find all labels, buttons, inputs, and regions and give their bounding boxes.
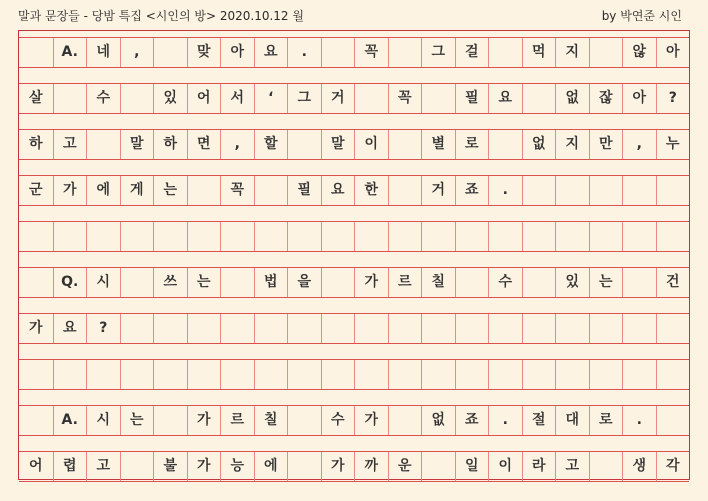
- manuscript-row: [19, 83, 689, 114]
- manuscript-cell: [455, 222, 489, 251]
- manuscript-cell: [321, 314, 355, 343]
- manuscript-cell: 있: [153, 84, 187, 113]
- manuscript-row: [19, 37, 689, 68]
- header-title: 말과 문장들 - 당밤 특집 <시인의 방> 2020.10.12 월: [18, 9, 304, 23]
- manuscript-cell: [455, 314, 489, 343]
- manuscript-row: [19, 313, 689, 344]
- manuscript-cell: [153, 406, 187, 435]
- manuscript-cell: [153, 360, 187, 389]
- manuscript-cell: [187, 360, 221, 389]
- manuscript-cell: 말: [321, 130, 355, 159]
- manuscript-cell: 할: [254, 130, 288, 159]
- manuscript-cell: [321, 268, 355, 297]
- manuscript-row: [19, 451, 689, 482]
- manuscript-cell: 만: [589, 130, 623, 159]
- manuscript-cell: .: [622, 406, 656, 435]
- manuscript-cell: [19, 38, 53, 67]
- manuscript-cell: ?: [86, 314, 120, 343]
- manuscript-cell: 필: [455, 84, 489, 113]
- manuscript-cell: [153, 38, 187, 67]
- manuscript-cell: [354, 360, 388, 389]
- manuscript-cell: .: [287, 38, 321, 67]
- manuscript-cell: 꼭: [354, 38, 388, 67]
- manuscript-cell: 있: [555, 268, 589, 297]
- manuscript-cell: [321, 222, 355, 251]
- manuscript-cell: ,: [220, 130, 254, 159]
- manuscript-cell: [522, 176, 556, 205]
- manuscript-cell: [421, 314, 455, 343]
- manuscript-cell: 가: [53, 176, 87, 205]
- manuscript-cell: [656, 360, 690, 389]
- manuscript-cell: 을: [287, 268, 321, 297]
- manuscript-cell: [522, 222, 556, 251]
- manuscript-cell: 어: [28, 458, 43, 474]
- manuscript-cell: 이: [488, 452, 522, 481]
- manuscript-cell: [622, 360, 656, 389]
- manuscript-cell: 가: [187, 406, 221, 435]
- manuscript-row: [19, 221, 689, 252]
- manuscript-cell: [19, 406, 53, 435]
- manuscript-cell: 르: [220, 406, 254, 435]
- manuscript-cell: [19, 268, 53, 297]
- manuscript-cell: [388, 222, 422, 251]
- manuscript-cell: [388, 314, 422, 343]
- manuscript-cell: 이: [354, 130, 388, 159]
- manuscript-cell: 칠: [254, 406, 288, 435]
- manuscript-cell: [254, 222, 288, 251]
- manuscript-cell: [622, 222, 656, 251]
- manuscript-cell: [53, 222, 87, 251]
- manuscript-cell: [120, 314, 154, 343]
- manuscript-cell: .: [488, 176, 522, 205]
- manuscript-cell: 각: [656, 452, 690, 481]
- manuscript-cell: [120, 84, 154, 113]
- manuscript-cell: 는: [153, 176, 187, 205]
- manuscript-row: [19, 267, 689, 298]
- manuscript-cell: [656, 406, 690, 435]
- manuscript-cell: 면: [187, 130, 221, 159]
- manuscript-cell: 수: [86, 84, 120, 113]
- manuscript-cell: [589, 360, 623, 389]
- manuscript-cell: [321, 38, 355, 67]
- manuscript-cell: [488, 314, 522, 343]
- manuscript-cell: [120, 268, 154, 297]
- manuscript-cell: [287, 314, 321, 343]
- manuscript-cell: [153, 314, 187, 343]
- manuscript-cell: ,: [120, 38, 154, 67]
- manuscript-cell: [622, 268, 656, 297]
- manuscript-cell: 걸: [455, 38, 489, 67]
- manuscript-cell: 거: [421, 176, 455, 205]
- manuscript-cell: [622, 176, 656, 205]
- manuscript-cell: 살: [28, 90, 43, 106]
- manuscript-cell: 아: [656, 38, 690, 67]
- manuscript-cell: [421, 222, 455, 251]
- manuscript-cell: 별: [421, 130, 455, 159]
- manuscript-cell: 쓰: [153, 268, 187, 297]
- manuscript-cell: 불: [153, 452, 187, 481]
- manuscript-cell: [522, 268, 556, 297]
- manuscript-cell: [354, 84, 388, 113]
- manuscript-cell: 꼭: [388, 84, 422, 113]
- manuscript-cell: [555, 314, 589, 343]
- manuscript-cell: [421, 452, 455, 481]
- manuscript-cell: ‘: [254, 84, 288, 113]
- manuscript-cell: [522, 314, 556, 343]
- manuscript-cell: 서: [220, 84, 254, 113]
- manuscript-cell: [354, 314, 388, 343]
- manuscript-cell: 에: [86, 176, 120, 205]
- manuscript-cell: 로: [455, 130, 489, 159]
- manuscript-cell: [287, 130, 321, 159]
- manuscript-cell: 한: [354, 176, 388, 205]
- manuscript-cell: [656, 222, 690, 251]
- manuscript-cell: A.: [53, 406, 87, 435]
- manuscript-cell: 없: [555, 84, 589, 113]
- manuscript-cell: 수: [321, 406, 355, 435]
- manuscript-cell: [488, 38, 522, 67]
- manuscript-cell: [388, 176, 422, 205]
- manuscript-cell: 그: [421, 38, 455, 67]
- manuscript-cell: 시: [86, 268, 120, 297]
- manuscript-cell: 가: [354, 268, 388, 297]
- manuscript-cell: [19, 360, 53, 389]
- manuscript-cell: 아: [622, 84, 656, 113]
- manuscript-cell: [120, 452, 154, 481]
- manuscript-cell: [589, 222, 623, 251]
- manuscript-cell: .: [488, 406, 522, 435]
- manuscript-cell: 수: [488, 268, 522, 297]
- manuscript-cell: 에: [254, 452, 288, 481]
- manuscript-cell: [555, 360, 589, 389]
- manuscript-cell: 렵: [53, 452, 87, 481]
- manuscript-cell: [287, 406, 321, 435]
- manuscript-cell: 법: [254, 268, 288, 297]
- manuscript-cell: 어: [187, 84, 221, 113]
- manuscript-cell: [488, 222, 522, 251]
- manuscript-cell: [220, 268, 254, 297]
- manuscript-cell: [555, 176, 589, 205]
- manuscript-cell: [254, 360, 288, 389]
- manuscript-sheet: [18, 30, 690, 480]
- manuscript-cell: 는: [187, 268, 221, 297]
- manuscript-cell: 칠: [421, 268, 455, 297]
- manuscript-cell: [488, 130, 522, 159]
- manuscript-cell: 는: [120, 406, 154, 435]
- manuscript-cell: [187, 176, 221, 205]
- manuscript-cell: [53, 84, 87, 113]
- manuscript-cell: [53, 360, 87, 389]
- header-author: by 박연준 시인: [601, 9, 682, 23]
- manuscript-cell: 라: [522, 452, 556, 481]
- manuscript-cell: 요: [321, 176, 355, 205]
- manuscript-cell: 먹: [522, 38, 556, 67]
- manuscript-cell: 르: [388, 268, 422, 297]
- manuscript-cell: [622, 314, 656, 343]
- manuscript-cell: [522, 84, 556, 113]
- manuscript-cell: 누: [656, 130, 690, 159]
- manuscript-cell: [656, 176, 690, 205]
- manuscript-cell: 그: [287, 84, 321, 113]
- manuscript-cell: 로: [589, 406, 623, 435]
- manuscript-cell: [388, 130, 422, 159]
- manuscript-cell: [254, 314, 288, 343]
- manuscript-cell: 요: [53, 314, 87, 343]
- manuscript-cell: 군: [28, 182, 43, 198]
- manuscript-cell: [421, 360, 455, 389]
- manuscript-cell: [488, 360, 522, 389]
- manuscript-cell: 일: [455, 452, 489, 481]
- manuscript-row: [19, 405, 689, 436]
- manuscript-cell: [187, 314, 221, 343]
- manuscript-cell: [555, 222, 589, 251]
- manuscript-cell: [321, 360, 355, 389]
- manuscript-cell: 는: [589, 268, 623, 297]
- manuscript-cell: [287, 452, 321, 481]
- manuscript-cell: [589, 176, 623, 205]
- manuscript-cell: 꼭: [220, 176, 254, 205]
- manuscript-cell: 시: [86, 406, 120, 435]
- manuscript-cell: [153, 222, 187, 251]
- manuscript-cell: 네: [86, 38, 120, 67]
- manuscript-cell: 않: [622, 38, 656, 67]
- manuscript-cell: 거: [321, 84, 355, 113]
- manuscript-cell: 가: [28, 320, 43, 336]
- manuscript-cell: [86, 130, 120, 159]
- manuscript-cell: 지: [555, 38, 589, 67]
- manuscript-cell: ?: [656, 84, 690, 113]
- manuscript-cell: 고: [555, 452, 589, 481]
- manuscript-cell: 죠: [455, 176, 489, 205]
- manuscript-cell: 가: [354, 406, 388, 435]
- manuscript-row: [19, 129, 689, 160]
- manuscript-cell: 아: [220, 38, 254, 67]
- manuscript-cell: [522, 360, 556, 389]
- manuscript-cell: 능: [220, 452, 254, 481]
- manuscript-cell: 까: [354, 452, 388, 481]
- manuscript-cell: ,: [622, 130, 656, 159]
- manuscript-cell: [120, 222, 154, 251]
- manuscript-cell: [455, 360, 489, 389]
- manuscript-cell: Q.: [53, 268, 87, 297]
- manuscript-cell: [19, 222, 53, 251]
- manuscript-cell: 말: [120, 130, 154, 159]
- manuscript-cell: 고: [53, 130, 87, 159]
- manuscript-cell: [120, 360, 154, 389]
- manuscript-cell: 생: [622, 452, 656, 481]
- manuscript-cell: [589, 38, 623, 67]
- manuscript-cell: 가: [321, 452, 355, 481]
- manuscript-cell: [86, 360, 120, 389]
- manuscript-cell: [589, 314, 623, 343]
- manuscript-cell: 하: [153, 130, 187, 159]
- manuscript-cell: [388, 38, 422, 67]
- manuscript-cell: 대: [555, 406, 589, 435]
- manuscript-cell: 없: [421, 406, 455, 435]
- manuscript-cell: 잖: [589, 84, 623, 113]
- manuscript-cell: 게: [120, 176, 154, 205]
- manuscript-cell: [220, 314, 254, 343]
- manuscript-cell: [455, 268, 489, 297]
- manuscript-cell: 요: [254, 38, 288, 67]
- manuscript-cell: [187, 222, 221, 251]
- manuscript-cell: [589, 452, 623, 481]
- manuscript-cell: 없: [522, 130, 556, 159]
- manuscript-cell: [656, 314, 690, 343]
- manuscript-cell: [220, 360, 254, 389]
- manuscript-cell: 가: [187, 452, 221, 481]
- manuscript-cell: 운: [388, 452, 422, 481]
- manuscript-cell: [254, 176, 288, 205]
- manuscript-cell: [86, 222, 120, 251]
- manuscript-cell: A.: [53, 38, 87, 67]
- manuscript-cell: 지: [555, 130, 589, 159]
- manuscript-row: [19, 359, 689, 390]
- manuscript-cell: 죠: [455, 406, 489, 435]
- manuscript-cell: [388, 406, 422, 435]
- manuscript-cell: 맞: [187, 38, 221, 67]
- manuscript-cell: [354, 222, 388, 251]
- manuscript-cell: [287, 360, 321, 389]
- manuscript-cell: [388, 360, 422, 389]
- manuscript-row: [19, 175, 689, 206]
- manuscript-cell: 요: [488, 84, 522, 113]
- manuscript-cell: 필: [287, 176, 321, 205]
- manuscript-cell: 건: [656, 268, 690, 297]
- manuscript-cell: [421, 84, 455, 113]
- manuscript-cell: 고: [86, 452, 120, 481]
- manuscript-cell: 하: [28, 136, 43, 152]
- manuscript-cell: [220, 222, 254, 251]
- manuscript-cell: [287, 222, 321, 251]
- manuscript-cell: 절: [522, 406, 556, 435]
